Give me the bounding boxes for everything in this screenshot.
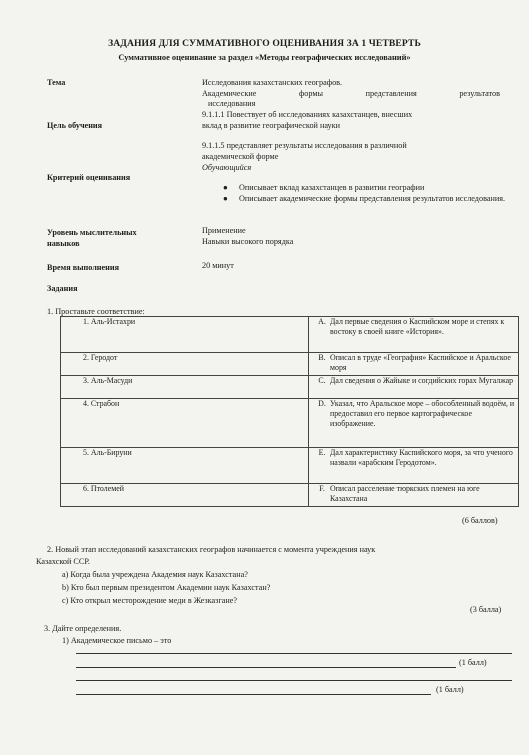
time-label: Время выполнения [47,263,120,272]
criteria-learner: Обучающийся [202,163,252,172]
task1-prompt: 1. Проставьте соответствие: [47,307,145,316]
task3-item-1: 1) Академическое письмо – это [62,636,172,645]
goal-line-2: вклад в развитие географической науки [202,120,341,130]
answer-line [76,653,512,654]
topic-label: Тема [47,78,66,87]
task2-score: (3 балла) [470,605,502,614]
table-row [61,376,519,399]
time-value: 20 минут [202,261,234,270]
thinking-label-2: навыков [47,239,80,248]
answer-text: Дал сведения о Жайыке и согдийских горах Мугалжар [330,376,514,385]
answer-text: Дал характеристику Каспийского моря, за что ученого назвали «арабским Геродотом». [330,448,513,468]
right-cell [309,317,519,353]
task2-prompt-line-1: 2. Новый этап исследований казахстанских географов начинается с момента учреждения наук [47,545,376,554]
page-title: ЗАДАНИЯ ДЛЯ СУММАТИВНОГО ОЦЕНИВАНИЯ ЗА 1 ЧЕТВЕРТЬ [108,38,421,49]
right-cell [309,353,519,376]
task2-prompt-line-2: Казахской ССР. [36,557,90,566]
answer-letter: D. [318,399,326,408]
left-cell: 5. Аль-Бируни [61,448,309,484]
answer-letter: B. [318,353,326,362]
matching-table [60,316,519,507]
topic-line-3: исследования [208,99,256,108]
criteria-item-2 [223,194,506,205]
goal-line-3: 9.1.1.5 представляет результаты исследования в различной [202,141,407,150]
answer-line [76,680,512,681]
right-cell [309,448,519,484]
right-cell [309,399,519,448]
answer-letter: A. [318,317,326,326]
criteria-label: Критерий оценивания [47,173,131,182]
answer-text: Описал расселение тюркских племен на юге Казахстана [330,484,480,504]
table-row [61,399,519,448]
answer-letter: C. [318,376,326,385]
topic-line-2: Академические формы представления результатов [202,88,500,98]
thinking-line-1: Применение [202,226,246,235]
left-cell: 1. Аль-Истахри [61,317,309,353]
answer-text: Дал первые сведения о Каспийском море и степях к востоку в своей книге «История». [330,317,505,337]
answer-line [76,694,431,695]
topic-line-1: Исследования казахстанских географов. [202,78,343,87]
answer-text: Указал, что Аральское море – обособленный водоём, и предоставил его первое картографическое изображение. [330,399,515,429]
task3-score-b: (1 балл) [436,685,464,694]
left-cell: 6. Птолемей [61,484,309,507]
task3-score-a: (1 балл) [459,658,487,667]
bullet-icon: ● [223,183,228,192]
answer-letter: E. [318,448,326,457]
task2-question-a: a) Когда была учреждена Академия наук Казахстана? [62,570,248,579]
table-row [61,353,519,376]
goal-line-1: 9.1.1.1 Повествует об исследованиях казахстанцев, внесших [202,110,413,119]
tasks-heading: Задания [47,284,78,293]
goal-label: Цель обучения [47,121,103,130]
task3-prompt: 3. Дайте определения. [44,624,122,633]
right-cell [309,484,519,507]
criteria-item-1-text: Описывает вклад казахстанцев в развитии географии [239,183,425,192]
left-cell: 3. Аль-Масуди [61,376,309,399]
right-cell [309,376,519,399]
task2-question-c: c) Кто открыл месторождение меди в Жезказгане? [62,596,238,605]
goal-line-4: академической форме [202,151,279,161]
left-cell: 4. Страбон [61,399,309,448]
task1-score: (6 баллов) [462,516,498,525]
criteria-item-1 [223,183,425,194]
table-row [61,484,519,507]
answer-line [76,667,456,668]
table-row [61,448,519,484]
criteria-item-2-text: Описывает академические формы представления результатов исследования. [239,194,506,203]
answer-text: Описал в труде «География» Каспийское и Аральское моря [330,353,511,373]
left-cell: 2. Геродот [61,353,309,376]
bullet-icon: ● [223,194,228,203]
thinking-label-1: Уровень мыслительных [47,228,137,237]
table-row [61,317,519,353]
task2-question-b: b) Кто был первым президентом Академии наук Казахстан? [62,583,271,592]
thinking-line-2: Навыки высокого порядка [202,236,294,246]
page-subtitle: Суммативное оценивание за раздел «Методы географических исследований» [118,53,411,62]
answer-letter: F. [319,484,325,493]
